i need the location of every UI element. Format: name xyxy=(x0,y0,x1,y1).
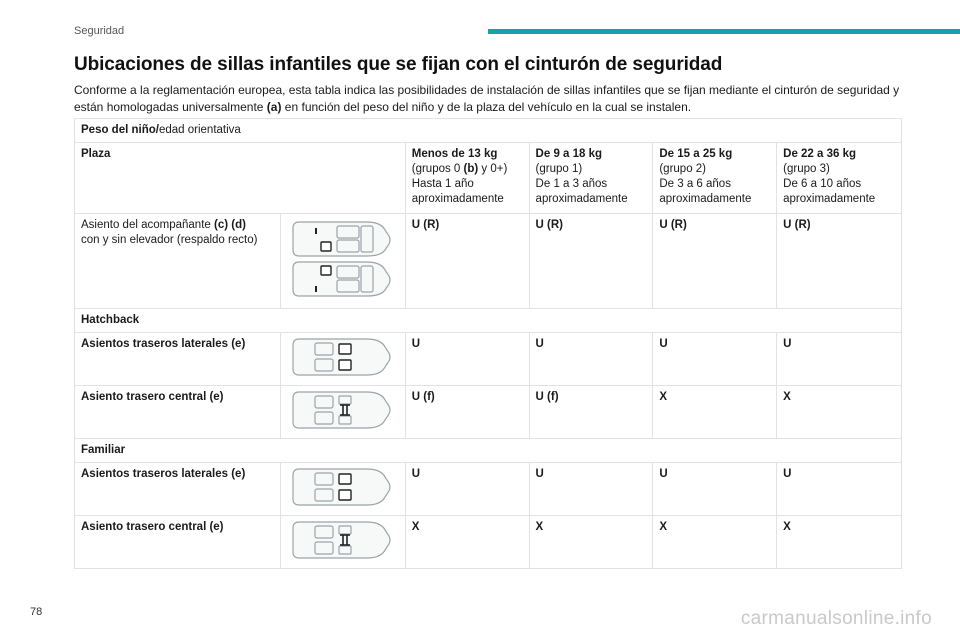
familiar-rear-center-value-4: X xyxy=(777,516,902,569)
place-header: Plaza xyxy=(75,143,406,214)
column-header-4 xyxy=(777,143,902,214)
column-age: Hasta 1 año xyxy=(411,178,474,190)
familiar-rear-center-value-1: X xyxy=(405,516,529,569)
familiar-rear-center-label: Asiento trasero central (e) xyxy=(75,516,281,569)
weight-label-rest: edad orientativa xyxy=(158,124,241,136)
intro-ref: (a) xyxy=(266,100,282,114)
intro-text-1: Conforme a la reglamentación europea, esta tabla indica las posibilidades de instalación de sillas infantiles que se fijan mediante el cinturón de seguridad y están homologadas universalmente xyxy=(74,83,900,114)
page-number: 78 xyxy=(30,606,43,618)
column-group: (grupo 1) xyxy=(535,163,583,175)
passenger-value-4: U (R) xyxy=(777,214,902,309)
child-seat-table xyxy=(74,118,902,569)
hatchback-rear-center-value-4: X xyxy=(777,386,902,439)
hatchback-rear-lateral-value-4: U xyxy=(777,333,902,386)
car-top-view-icon xyxy=(285,335,401,379)
familiar-rear-lateral-value-3: U xyxy=(653,463,777,516)
column-title: De 9 a 18 kg xyxy=(535,148,603,160)
familiar-rear-lateral-label: Asientos traseros laterales (e) xyxy=(75,463,281,516)
column-group: (grupos 0 (b) y 0+) xyxy=(411,163,508,175)
column-approx: aproximadamente xyxy=(411,193,504,205)
column-header-2 xyxy=(529,143,653,214)
hatchback-rear-center-value-3: X xyxy=(653,386,777,439)
car-top-view-icon xyxy=(285,518,401,562)
passenger-value-3: U (R) xyxy=(653,214,777,309)
hatchback-rear-center-value-2: U (f) xyxy=(529,386,653,439)
column-approx: aproximadamente xyxy=(783,193,876,205)
column-header-3 xyxy=(653,143,777,214)
accent-bar xyxy=(488,29,960,34)
hatchback-section-label: Hatchback xyxy=(75,309,902,333)
column-title: Menos de 13 kg xyxy=(411,148,498,160)
weight-header-cell xyxy=(75,119,902,143)
weight-header-row xyxy=(75,119,902,143)
hatchback-rear-lateral-label: Asientos traseros laterales (e) xyxy=(75,333,281,386)
familiar-rear-center-row xyxy=(75,516,902,569)
column-title: De 22 a 36 kg xyxy=(783,148,857,160)
passenger-value-2: U (R) xyxy=(529,214,653,309)
hatchback-rear-lateral-value-3: U xyxy=(653,333,777,386)
familiar-section-row xyxy=(75,439,902,463)
column-group: (grupo 2) xyxy=(659,163,707,175)
hatchback-rear-lateral-row xyxy=(75,333,902,386)
hatchback-rear-lateral-diagram xyxy=(280,333,405,386)
hatchback-rear-center-diagram xyxy=(280,386,405,439)
familiar-rear-lateral-value-1: U xyxy=(405,463,529,516)
familiar-section-label: Familiar xyxy=(75,439,902,463)
intro-text-2: en función del peso del niño y de la plaza del vehículo en la cual se instalen. xyxy=(281,100,692,114)
column-title: De 15 a 25 kg xyxy=(659,148,733,160)
passenger-seat-row xyxy=(75,214,902,309)
weight-label: Peso del niño/ xyxy=(81,124,159,136)
car-top-view-icon xyxy=(285,465,401,509)
page-title: Ubicaciones de sillas infantiles que se fijan con el cinturón de seguridad xyxy=(74,54,723,75)
passenger-seat-diagram xyxy=(280,214,405,309)
passenger-seat-label: Asiento del acompañante (c) (d) con y sin elevador (respaldo recto) xyxy=(75,214,281,309)
hatchback-section-row xyxy=(75,309,902,333)
car-top-view-icon xyxy=(285,388,401,432)
passenger-value-1: U (R) xyxy=(405,214,529,309)
intro-paragraph xyxy=(74,82,904,116)
column-age: De 6 a 10 años xyxy=(783,178,862,190)
familiar-rear-center-diagram xyxy=(280,516,405,569)
car-top-view-icon xyxy=(285,216,401,300)
hatchback-rear-lateral-value-1: U xyxy=(405,333,529,386)
column-approx: aproximadamente xyxy=(659,193,752,205)
section-label: Seguridad xyxy=(74,25,125,37)
column-header-1 xyxy=(405,143,529,214)
familiar-rear-lateral-value-4: U xyxy=(777,463,902,516)
familiar-rear-center-value-2: X xyxy=(529,516,653,569)
column-group: (grupo 3) xyxy=(783,163,830,175)
hatchback-rear-lateral-value-2: U xyxy=(529,333,653,386)
watermark: carmanualsonline.info xyxy=(740,608,932,629)
familiar-rear-lateral-value-2: U xyxy=(529,463,653,516)
hatchback-rear-center-value-1: U (f) xyxy=(405,386,529,439)
column-age: De 3 a 6 años xyxy=(659,178,731,190)
column-approx: aproximadamente xyxy=(535,193,628,205)
hatchback-rear-center-row xyxy=(75,386,902,439)
column-header-row xyxy=(75,143,902,214)
hatchback-rear-center-label: Asiento trasero central (e) xyxy=(75,386,281,439)
column-age: De 1 a 3 años xyxy=(535,178,608,190)
familiar-rear-center-value-3: X xyxy=(653,516,777,569)
familiar-rear-lateral-row xyxy=(75,463,902,516)
familiar-rear-lateral-diagram xyxy=(280,463,405,516)
